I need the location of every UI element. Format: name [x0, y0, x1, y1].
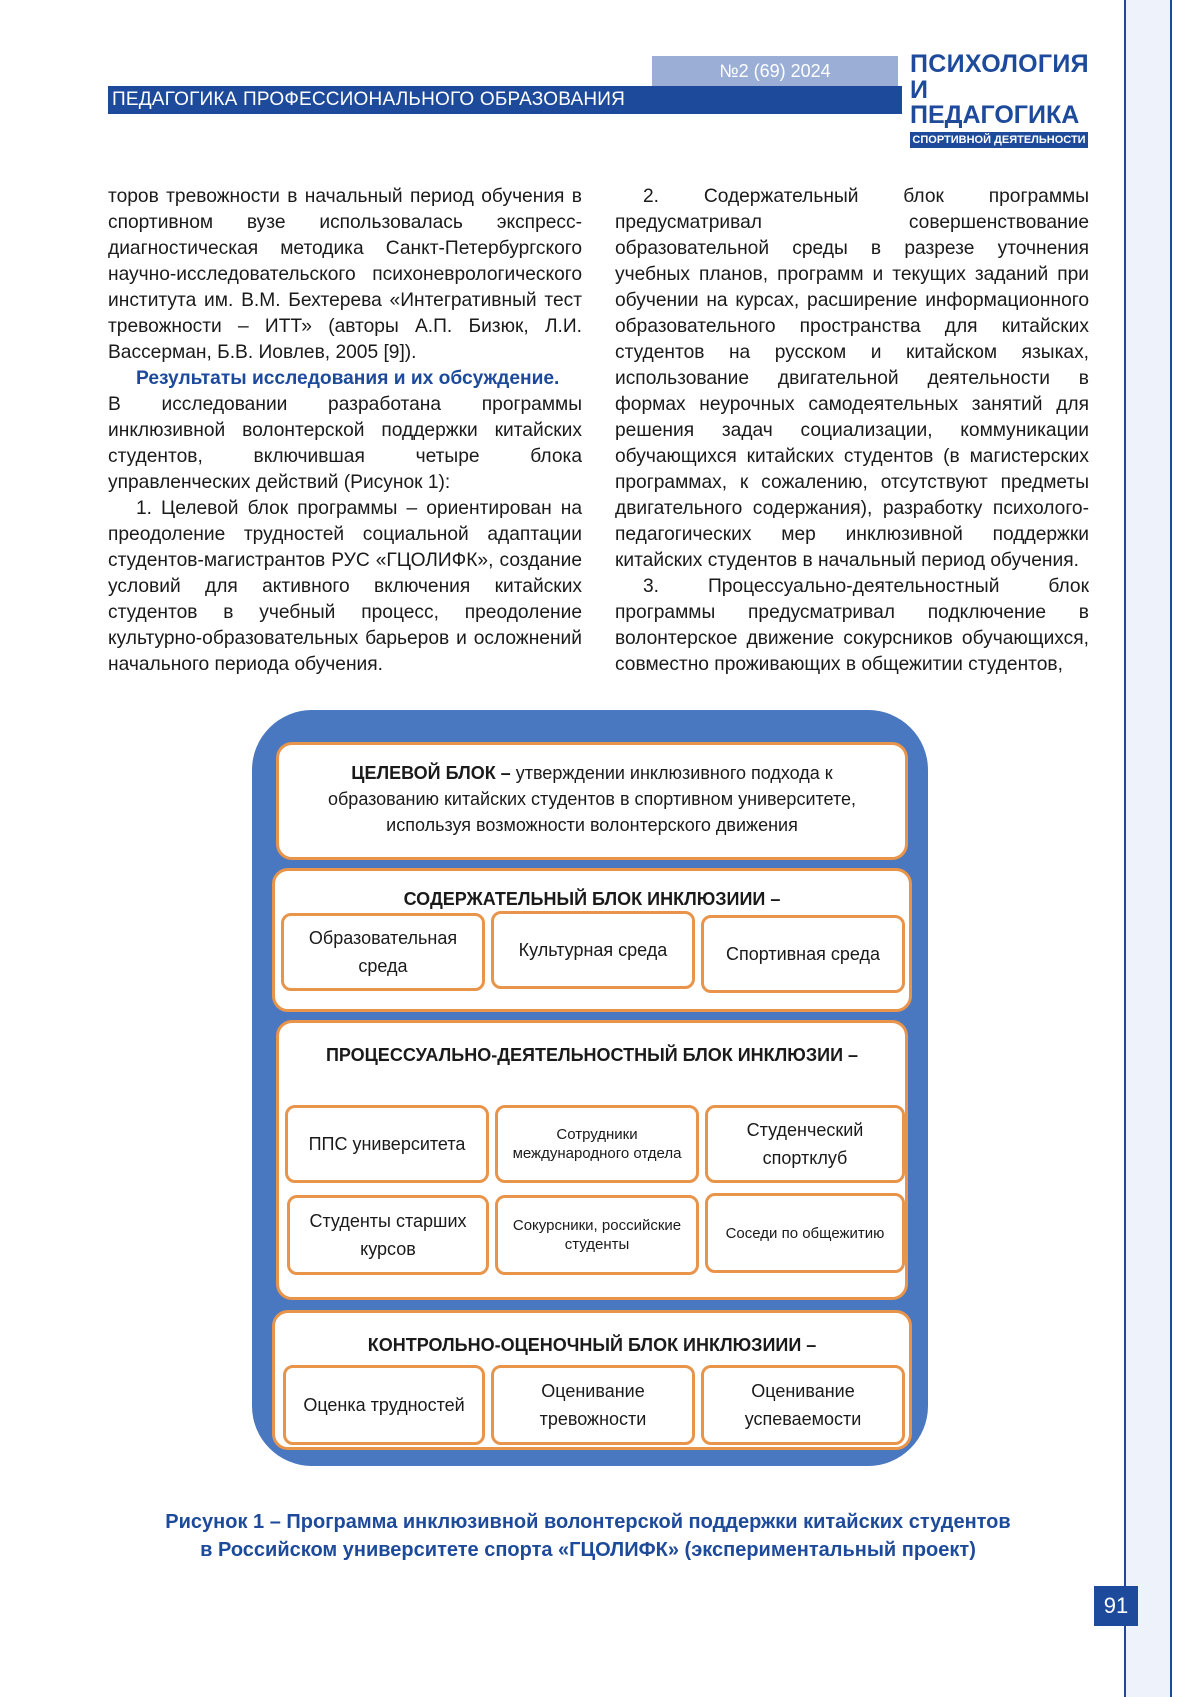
journal-title-line2: И ПЕДАГОГИКА [910, 76, 1080, 129]
margin-rule [1170, 0, 1172, 1697]
control-item: Оценивание тревожности [491, 1365, 695, 1445]
control-item: Оценивание успеваемости [701, 1365, 905, 1445]
target-block-label: ЦЕЛЕВОЙ БЛОК – [351, 763, 511, 783]
target-block-title [279, 763, 905, 784]
process-block-title-text: ПРОЦЕССУАЛЬНО-ДЕЯТЕЛЬНОСТНЫЙ БЛОК ИНКЛЮЗИИ – [325, 1045, 859, 1065]
figure-caption [108, 1508, 1068, 1564]
target-block-text: утверждении инклюзивного подхода к [510, 763, 833, 783]
target-block-line: образованию китайских студентов в спортивном университете, [327, 789, 857, 809]
control-block-title [275, 1335, 909, 1356]
control-item: Оценка трудностей [283, 1365, 485, 1445]
paragraph: 2. Содержательный блок программы предусматривал совершенствование образовательной среды в разрезе уточнения учебных планов, программ и текущих заданий при обучении на курсах, расширение информационного образовательного пространства для китайских студентов на русском и китайском языках, использование двигательной деятельности в формах неурочных самодеятельных занятий для решения задач социализации, коммуникации обучающихся китайских студентов (в магистерских программах, к сожалению, отсутствуют предметы двигательного содержания), разработку психолого-педагогических мер инклюзивной поддержки китайских студентов в начальный период обучения. [615, 186, 1089, 571]
target-block-line: используя возможности волонтерского движения [386, 815, 798, 835]
process-block [276, 1020, 908, 1300]
figure-caption-line: в Российском университете спорта «ГЦОЛИФК» (экспериментальный проект) [200, 1539, 976, 1561]
process-item: Сокурсники, российские студенты [495, 1195, 699, 1275]
right-column [615, 184, 1089, 678]
journal-title-line3: СПОРТИВНОЙ ДЕЯТЕЛЬНОСТИ [910, 132, 1088, 148]
journal-logo [910, 52, 1090, 148]
issue-number: №2 (69) 2024 [652, 56, 898, 86]
paragraph: торов тревожности в начальный период обучения в спортивном вузе использовалась экспресс-диагностическая методика Санкт-Петербургского научно-исследовательского психоневрологического института им. В.М. Бехтерева «Интегративный тест тревожности – ИТТ» (авторы А.П. Бизюк, Л.И. Вассерман, Б.В. Иовлев, 2005 [9]). [108, 186, 582, 363]
left-column [108, 184, 582, 678]
paragraph: 1. Целевой блок программы – ориентирован на преодоление трудностей социальной адаптации студентов-магистрантов РУС «ГЦОЛИФК», создание условий для активного включения китайских студентов в учебный процесс, преодоление культурно-образовательных барьеров и осложнений начального периода обучения. [108, 498, 582, 675]
page-number: 91 [1094, 1586, 1138, 1626]
process-block-title [279, 1045, 905, 1066]
content-block-title-text: СОДЕРЖАТЕЛЬНЫЙ БЛОК ИНКЛЮЗИИИ – [403, 889, 781, 909]
figure-diagram [252, 710, 928, 1466]
content-item: Образовательная среда [281, 913, 485, 991]
content-item: Спортивная среда [701, 915, 905, 993]
section-subheading: Результаты исследования и их обсуждение. [136, 368, 560, 389]
process-item: Студенческий спортклуб [705, 1105, 905, 1183]
paragraph: 3. Процессуально-деятельностный блок программы предусматривал подключение в волонтерское движение сокурсников обучающихся, совместно проживающих в общежитии студентов, [615, 576, 1089, 675]
side-strip [1126, 0, 1170, 1697]
target-block [276, 742, 908, 860]
content-block-title [275, 889, 909, 910]
journal-title-line1: ПСИХОЛОГИЯ [910, 50, 1089, 78]
process-item: Соседи по общежитию [705, 1193, 905, 1273]
process-item: Сотрудники международного отдела [495, 1105, 699, 1183]
margin-rule [1124, 0, 1126, 1697]
process-item: Студенты старших курсов [287, 1195, 489, 1275]
control-block [272, 1310, 912, 1450]
process-item: ППС университета [285, 1105, 489, 1183]
figure-caption-line: Рисунок 1 – Программа инклюзивной волонтерской поддержки китайских студентов [165, 1511, 1011, 1533]
paragraph: В исследовании разработана программы инклюзивной волонтерской поддержки китайских студентов, включившая четыре блока управленческих действий (Рисунок 1): [108, 394, 582, 493]
section-title: ПЕДАГОГИКА ПРОФЕССИОНАЛЬНОГО ОБРАЗОВАНИЯ [108, 86, 902, 114]
content-item: Культурная среда [491, 911, 695, 989]
control-block-title-text: КОНТРОЛЬНО-ОЦЕНОЧНЫЙ БЛОК ИНКЛЮЗИИИ – [367, 1335, 817, 1355]
content-block [272, 868, 912, 1012]
